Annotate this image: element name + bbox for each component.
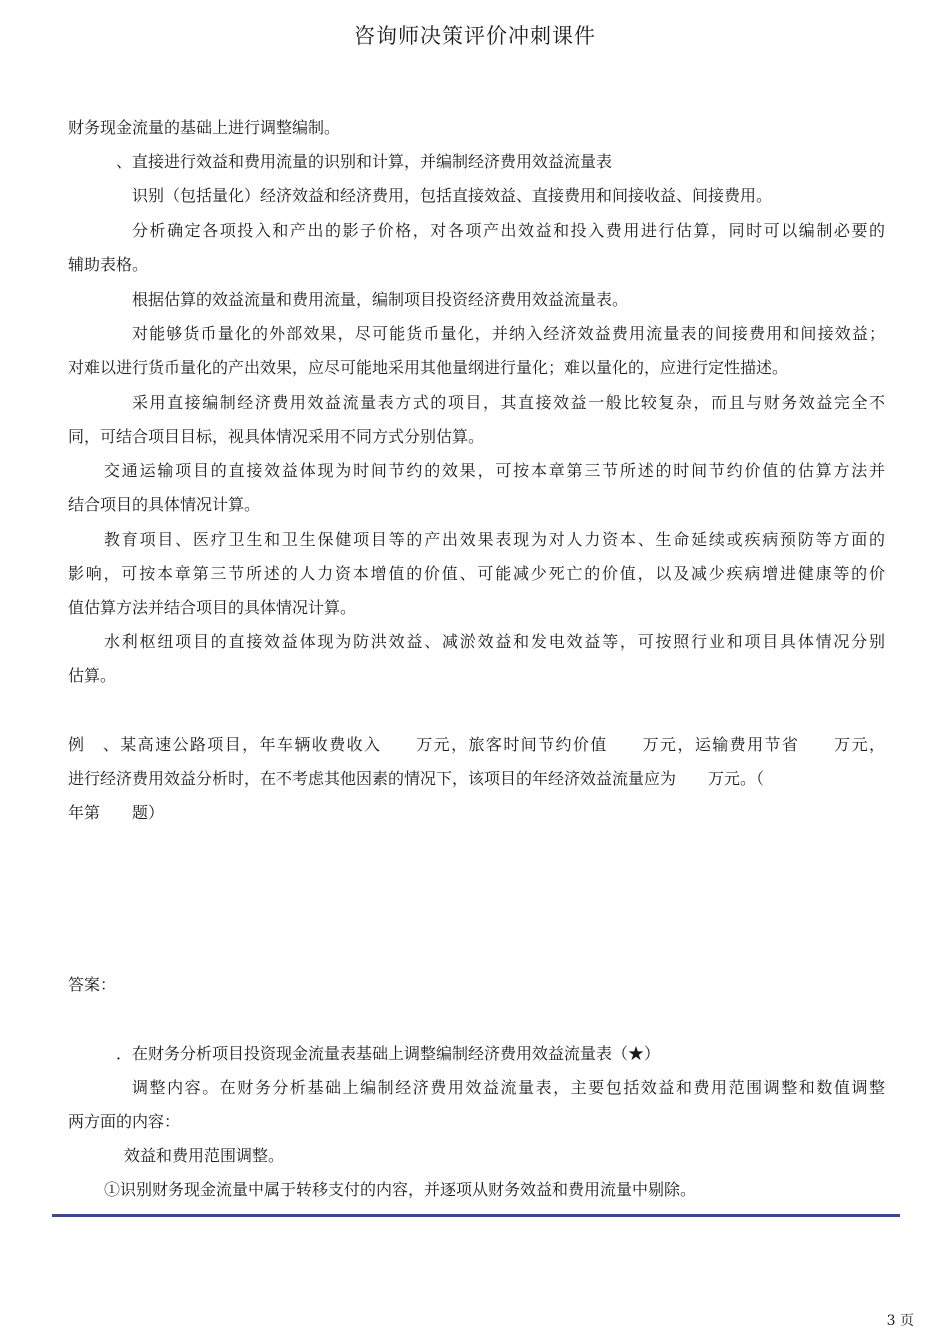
text-line: 效益和费用范围调整。 xyxy=(124,1146,285,1165)
text-line: 交通运输项目的直接效益体现为时间节约的效果，可按本章第三节所述的时间节约价值的估算方法并 xyxy=(104,461,885,480)
section-heading: ．在财务分析项目投资现金流量表基础上调整编制经济费用效益流量表（★） xyxy=(116,1044,661,1063)
text-line: 分析确定各项投入和产出的影子价格，对各项产出效益和投入费用进行估算，同时可以编制必要的 xyxy=(132,221,885,240)
text-line: 财务现金流量的基础上进行调整编制。 xyxy=(68,118,341,137)
text-line: 水利枢纽项目的直接效益体现为防洪效益、减淤效益和发电效益等，可按照行业和项目具体情况分别 xyxy=(104,632,885,651)
text-line: 对能够货币量化的外部效果，尽可能货币量化，并纳入经济效益费用流量表的间接费用和间接效益； xyxy=(132,324,885,343)
answer-label: 答案： xyxy=(68,975,117,994)
example-question-line: 年第 题） xyxy=(68,803,165,822)
text-line: 辅助表格。 xyxy=(68,255,149,274)
text-line: ①识别财务现金流量中属于转移支付的内容，并逐项从财务效益和费用流量中剔除。 xyxy=(104,1180,697,1199)
text-line: 采用直接编制经济费用效益流量表方式的项目，其直接效益一般比较复杂，而且与财务效益完全不 xyxy=(132,393,885,412)
text-line: 教育项目、医疗卫生和卫生保健项目等的产出效果表现为对人力资本、生命延续或疾病预防等方面的 xyxy=(104,530,885,549)
text-line: 结合项目的具体情况计算。 xyxy=(68,495,261,514)
page-number: 3 页 xyxy=(886,1313,914,1329)
example-question-line: 进行经济费用效益分析时，在不考虑其他因素的情况下，该项目的年经济效益流量应为 万元。（ xyxy=(68,769,765,788)
document-title: 咨询师决策评价冲刺课件 xyxy=(354,24,596,48)
text-line: 对难以进行货币量化的产出效果，应尽可能地采用其他量纲进行量化；难以量化的，应进行定性描述。 xyxy=(68,358,789,377)
example-question-line: 例 、某高速公路项目，年车辆收费收入 万元，旅客时间节约价值 万元，运输费用节省 万元， xyxy=(68,735,885,754)
text-line: 根据估算的效益流量和费用流量，编制项目投资经济费用效益流量表。 xyxy=(132,290,629,309)
text-line: 识别（包括量化）经济效益和经济费用，包括直接效益、直接费用和间接收益、间接费用。 xyxy=(132,186,773,205)
text-line: 、直接进行效益和费用流量的识别和计算，并编制经济费用效益流量表 xyxy=(116,152,613,171)
text-line: 值估算方法并结合项目的具体情况计算。 xyxy=(68,598,357,617)
text-line: 两方面的内容： xyxy=(68,1112,181,1131)
text-line: 影响，可按本章第三节所述的人力资本增值的价值、可能减少死亡的价值，以及减少疾病增进健康等的价 xyxy=(68,564,885,583)
text-line: 调整内容。在财务分析基础上编制经济费用效益流量表，主要包括效益和费用范围调整和数值调整 xyxy=(132,1078,885,1097)
text-line: 估算。 xyxy=(68,666,117,685)
text-line: 同，可结合项目目标，视具体情况采用不同方式分别估算。 xyxy=(68,427,485,446)
footer-divider xyxy=(52,1214,900,1217)
